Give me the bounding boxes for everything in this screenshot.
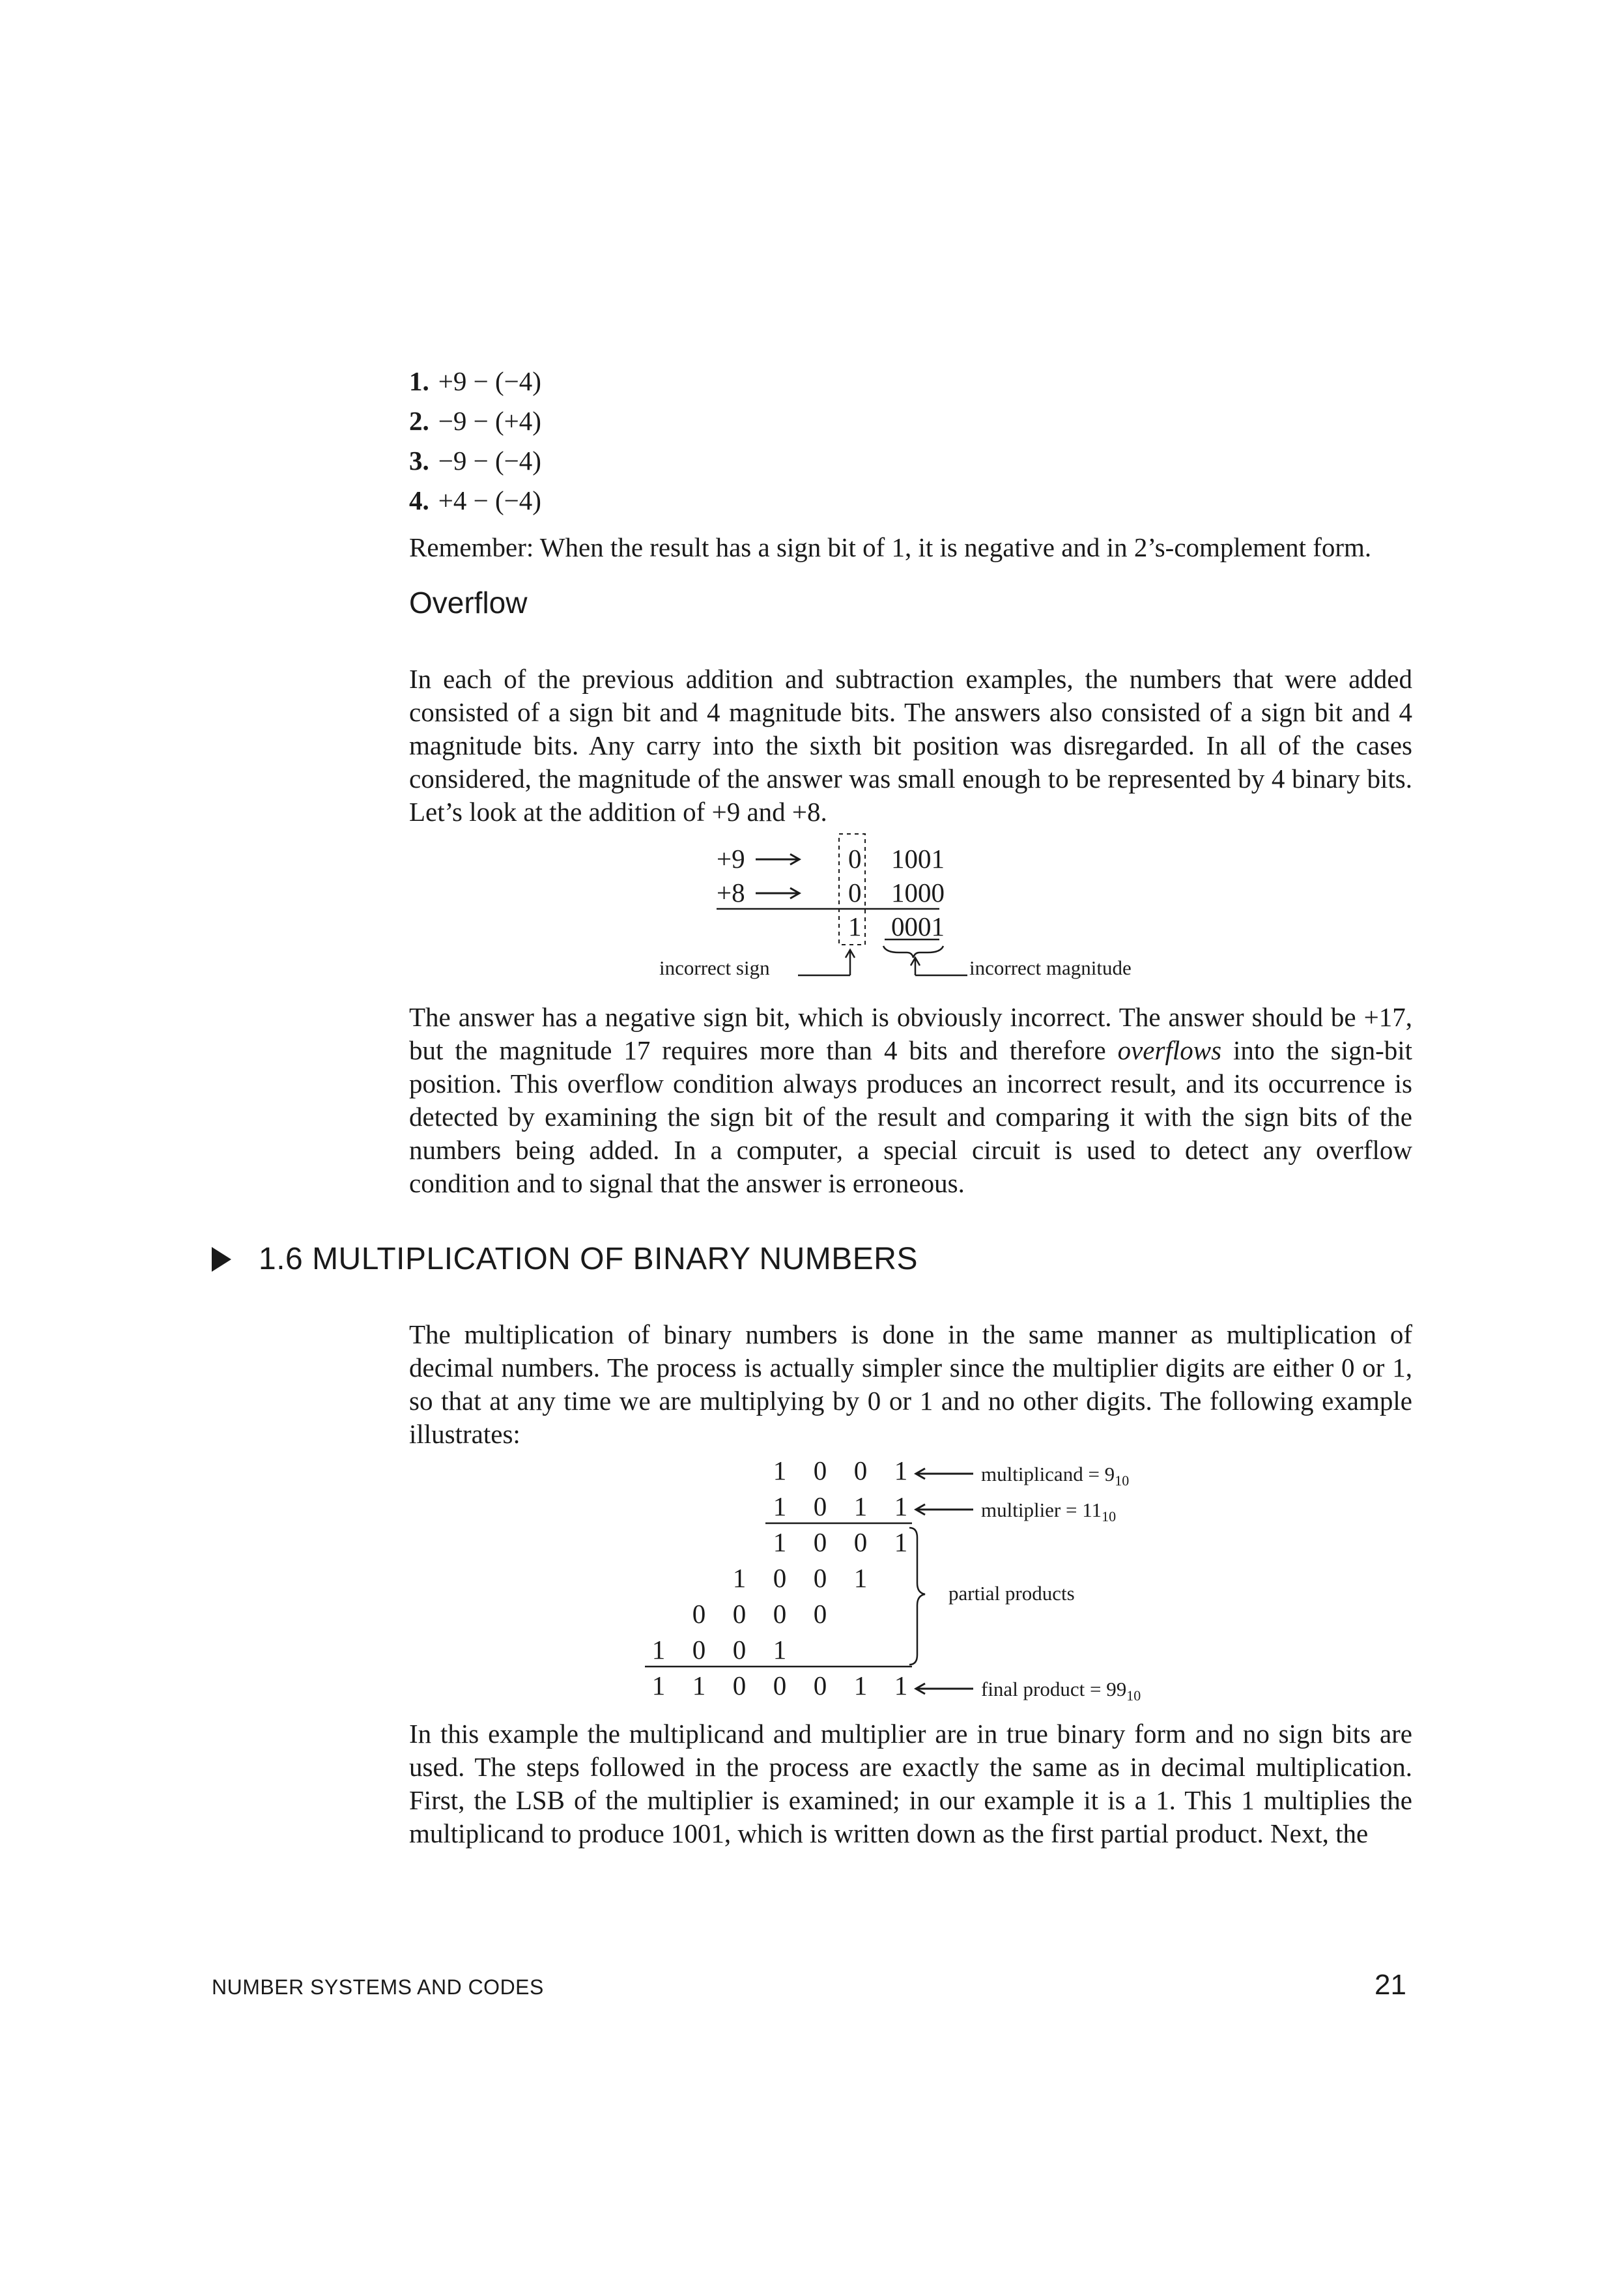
plus-eight-label: +8 bbox=[717, 878, 745, 908]
problem-number: 4. bbox=[409, 485, 429, 515]
multiplication-paragraph-1: The multiplication of binary numbers is done in the same manner as multiplication of decimal numbers. The process is actually simpler since the multiplier digits are either 0 or 1, so that at any time we are multiplying by 0 or 1 and no other digits. The following example illustrates: bbox=[409, 1319, 1412, 1449]
overflow-paragraph-1: In each of the previous addition and subtraction examples, the numbers that were added consisted of a sign bit and 4 magnitude bits. The answers also consisted of a sign bit and 4 magnitude bits. Any carry into the sixth bit position was disregarded. In all of the cases considered, the magnitude of the answer was small enough to be represented by 4 binary bits. Let’s look at the addition of +9 and +8. bbox=[409, 664, 1412, 827]
product-digit: 1 bbox=[651, 1670, 666, 1700]
remember-note: Remember: When the result has a sign bit of 1, it is negative and in 2’s-complement form. bbox=[409, 532, 1372, 562]
problem-expression: +9 − (−4) bbox=[438, 366, 541, 396]
sign-bit: 1 bbox=[848, 911, 862, 941]
partial-product-digit: 0 bbox=[813, 1527, 827, 1557]
label-text: final product = 99 bbox=[981, 1678, 1127, 1700]
multiplier-digit: 1 bbox=[853, 1491, 868, 1521]
problem-number: 1. bbox=[409, 366, 429, 396]
multiplicand-digit: 1 bbox=[773, 1455, 787, 1485]
text-run: The answer has a negative sign bit, which is obviously incorrect. The answer should be +17, but the magnitude 17 requires more than 4 bits and therefore bbox=[409, 1002, 1412, 1065]
partial-product-digit: 1 bbox=[651, 1635, 666, 1665]
partial-product-digit: 0 bbox=[773, 1563, 787, 1593]
problem-number: 2. bbox=[409, 406, 429, 436]
partial-products-label: partial products bbox=[948, 1582, 1075, 1605]
partial-product-digit: 1 bbox=[894, 1527, 908, 1557]
sign-bit: 0 bbox=[848, 844, 862, 874]
partial-product-digit: 0 bbox=[692, 1635, 706, 1665]
problem-number: 3. bbox=[409, 446, 429, 476]
partial-product-digit: 0 bbox=[853, 1527, 868, 1557]
subscript: 10 bbox=[1126, 1687, 1141, 1704]
partial-product-digit: 1 bbox=[773, 1527, 787, 1557]
problem-expression: −9 − (−4) bbox=[438, 446, 541, 476]
plus-nine-label: +9 bbox=[717, 844, 745, 874]
product-digit: 1 bbox=[894, 1670, 908, 1700]
problem-expression: +4 − (−4) bbox=[438, 485, 541, 515]
magnitude-bits: 0001 bbox=[891, 911, 945, 941]
overflow-heading: Overflow bbox=[409, 586, 528, 620]
subscript: 10 bbox=[1102, 1508, 1117, 1525]
magnitude-bits: 1001 bbox=[891, 844, 945, 874]
multiplicand-digit: 0 bbox=[813, 1455, 827, 1485]
sign-bit: 0 bbox=[848, 878, 862, 908]
partial-product-digit: 1 bbox=[732, 1563, 747, 1593]
partial-product-digit: 0 bbox=[813, 1599, 827, 1629]
label-text: multiplier = 11 bbox=[981, 1498, 1102, 1521]
partial-product-digit: 0 bbox=[732, 1635, 747, 1665]
product-digit: 1 bbox=[692, 1670, 706, 1700]
multiplication-paragraph-2: In this example the multiplicand and multiplier are in true binary form and no sign bits are used. The steps followed in the process are exactly the same as in decimal multiplication. First, the LSB of the multiplier is examined; in our example it is a 1. This 1 multiplies the multiplicand to produce 1001, which is written down as the first partial product. Next, the bbox=[409, 1719, 1412, 1848]
multiplicand-digit: 0 bbox=[853, 1455, 868, 1485]
page-number: 21 bbox=[1375, 1969, 1406, 2001]
brace-icon bbox=[909, 1528, 925, 1665]
footer-chapter-title: NUMBER SYSTEMS AND CODES bbox=[212, 1975, 544, 1999]
partial-product-digit: 0 bbox=[813, 1563, 827, 1593]
partial-product-digit: 1 bbox=[853, 1563, 868, 1593]
problem-expression: −9 − (+4) bbox=[438, 406, 541, 436]
section-heading-text: 1.6 MULTIPLICATION OF BINARY NUMBERS bbox=[259, 1242, 918, 1276]
product-digit: 1 bbox=[853, 1670, 868, 1700]
incorrect-magnitude-label: incorrect magnitude bbox=[969, 956, 1132, 979]
partial-product-digit: 0 bbox=[773, 1599, 787, 1629]
product-digit: 0 bbox=[773, 1670, 787, 1700]
label-text: multiplicand = 9 bbox=[981, 1463, 1115, 1485]
product-digit: 0 bbox=[732, 1670, 747, 1700]
subscript: 10 bbox=[1115, 1472, 1130, 1489]
multiplier-digit: 1 bbox=[773, 1491, 787, 1521]
emphasis-text: overflows bbox=[1117, 1035, 1222, 1065]
multiplier-digit: 1 bbox=[894, 1491, 908, 1521]
magnitude-bits: 1000 bbox=[891, 878, 945, 908]
text-run: into the sign-bit position. This overflow condition always produces an incorrect result, and its occurrence is detected by examining the sign bit of the result and comparing it with the sign bits of the numbers being added. In a computer, a special circuit is used to detect any overflow condition and to signal that the answer is erroneous. bbox=[409, 1035, 1413, 1198]
partial-product-digit: 0 bbox=[692, 1599, 706, 1629]
incorrect-sign-label: incorrect sign bbox=[659, 956, 770, 979]
multiplier-digit: 0 bbox=[813, 1491, 827, 1521]
product-digit: 0 bbox=[813, 1670, 827, 1700]
partial-product-digit: 1 bbox=[773, 1635, 787, 1665]
multiplicand-digit: 1 bbox=[894, 1455, 908, 1485]
partial-product-digit: 0 bbox=[732, 1599, 747, 1629]
